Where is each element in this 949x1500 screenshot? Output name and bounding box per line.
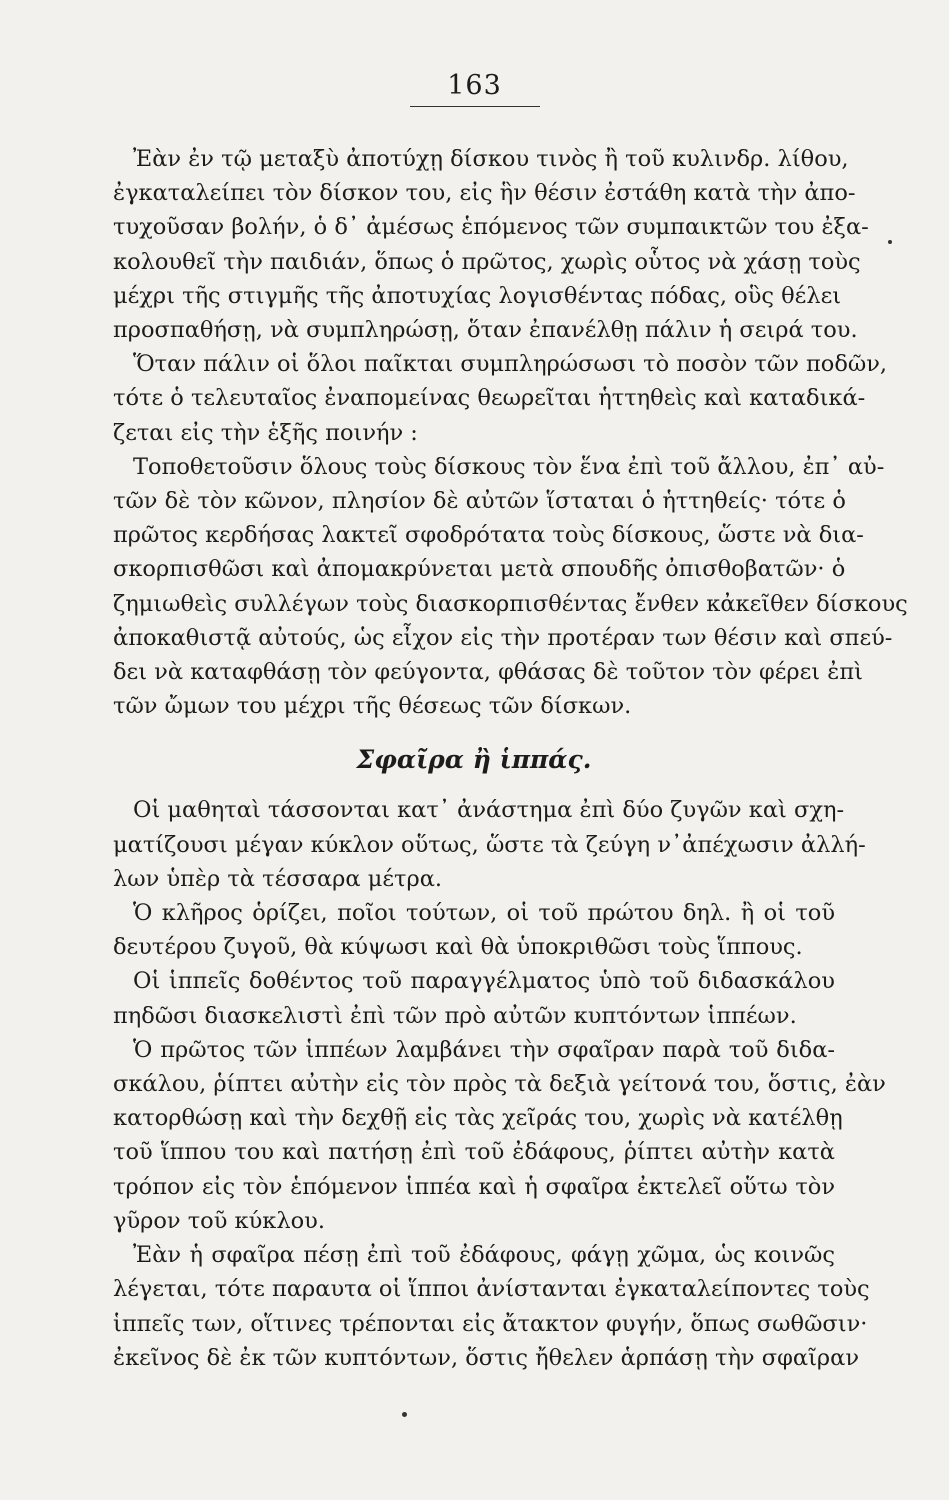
text-line: κολουθεῖ τὴν παιδιάν, ὅπως ὁ πρῶτος, χωρὶς οὗτος νὰ χάσῃ τοὺς — [113, 248, 861, 275]
text-line: ἱππεῖς των, οἵτινες τρέπονται εἰς ἄτακτον φυγήν, ὅπως σωθῶσιν· — [113, 1310, 868, 1337]
header-rule — [410, 106, 540, 107]
text-line: πρῶτος κερδήσας λακτεῖ σφοδρότατα τοὺς δίσκους, ὥστε νὰ δια- — [113, 522, 864, 549]
text-line: τοῦ ἵππου του καὶ πατήσῃ ἐπὶ τοῦ ἐδάφους, ῥίπτει αὐτὴν κατὰ — [113, 1139, 835, 1166]
text-line: προσπαθήσῃ, νὰ συμπληρώσῃ, ὅταν ἐπανέλθῃ πάλιν ἡ σειρά του. — [113, 317, 858, 344]
text-line: λων ὑπὲρ τὰ τέσσαρα μέτρα. — [113, 865, 443, 892]
text-line: τῶν ὤμων του μέχρι τῆς θέσεως τῶν δίσκων. — [113, 693, 632, 720]
paragraph-4 — [113, 793, 866, 896]
text-line: λέγεται, τότε παραυτα οἱ ἵπποι ἀνίστανται ἐγκαταλείποντες τοὺς — [113, 1276, 870, 1303]
paragraph-3 — [113, 450, 908, 724]
text-line: τότε ὁ τελευταῖος ἐναπομείνας θεωρεῖται ἡττηθεὶς καὶ καταδικά- — [113, 385, 866, 412]
text-line: Ἐὰν ἡ σφαῖρα πέσῃ ἐπὶ τοῦ ἐδάφους, φάγῃ χῶμα, ὡς κοινῶς — [133, 1242, 835, 1269]
text-line: ἐκεῖνος δὲ ἐκ τῶν κυπτόντων, ὅστις ἤθελεν ἁρπάσῃ τὴν σφαῖραν — [113, 1344, 859, 1371]
text-line: δει νὰ καταφθάσῃ τὸν φεύγοντα, φθάσας δὲ τοῦτον τὸν φέρει ἐπὶ — [113, 659, 863, 686]
text-line: ζεται εἰς τὴν ἑξῆς ποινήν : — [113, 419, 418, 446]
section-heading: Σφαῖρα ἢ ἱππάς. — [356, 745, 592, 775]
text-line: τῶν δὲ τὸν κῶνον, πλησίον δὲ αὐτῶν ἵσταται ὁ ἡττηθείς· τότε ὁ — [113, 488, 846, 515]
page-number: 163 — [447, 70, 502, 101]
text-line: Ἐὰν ἐν τῷ μεταξὺ ἀποτύχῃ δίσκου τινὸς ἢ τοῦ κυλινδρ. λίθου, — [133, 146, 849, 172]
paragraph-6 — [113, 964, 835, 1032]
text-line: μέχρι τῆς στιγμῆς τῆς ἀποτυχίας λογισθέντας πόδας, οὓς θέλει — [113, 282, 842, 309]
ink-speck — [888, 240, 892, 244]
text-line: Τοποθετοῦσιν ὅλους τοὺς δίσκους τὸν ἕνα ἐπὶ τοῦ ἄλλου, ἐπ᾽ αὐ- — [133, 453, 885, 480]
text-line: ζημιωθεὶς συλλέγων τοὺς διασκορπισθέντας ἔνθεν κἀκεῖθεν δίσκους — [113, 590, 908, 617]
text-line: Ὅταν πάλιν οἱ ὅλοι παῖκται συμπληρώσωσι τὸ ποσὸν τῶν ποδῶν, — [133, 351, 888, 378]
text-line: ἀποκαθιστᾷ αὐτούς, ὡς εἶχον εἰς τὴν προτέραν των θέσιν καὶ σπεύ- — [113, 624, 893, 651]
paragraph-5 — [113, 896, 835, 964]
text-line: κατορθώσῃ καὶ τὴν δεχθῇ εἰς τὰς χεῖράς του, χωρὶς νὰ κατέλθῃ — [113, 1105, 843, 1132]
paragraph-1 — [113, 142, 869, 347]
text-line: γῦρον τοῦ κύκλου. — [113, 1207, 325, 1234]
paragraph-8 — [113, 1238, 870, 1375]
page-body — [113, 142, 908, 1375]
text-line: σκάλου, ῥίπτει αὐτὴν εἰς τὸν πρὸς τὰ δεξιὰ γείτονά του, ὅστις, ἐὰν — [113, 1071, 886, 1098]
text-line: Οἱ ἱππεῖς δοθέντος τοῦ παραγγέλματος ὑπὸ τοῦ διδασκάλου — [133, 968, 835, 995]
ink-speck — [402, 1412, 407, 1417]
paragraph-2 — [113, 347, 888, 450]
text-line: τυχοῦσαν βολήν, ὁ δ᾽ ἀμέσως ἑπόμενος τῶν συμπαικτῶν του ἐξα- — [113, 214, 869, 241]
text-line: σκορπισθῶσι καὶ ἀπομακρύνεται μετὰ σπουδῆς ὀπισθοβατῶν· ὁ — [113, 556, 846, 583]
text-line: πηδῶσι διασκελιστὶ ἐπὶ τῶν πρὸ αὐτῶν κυπτόντων ἱππέων. — [113, 1002, 797, 1029]
paragraph-7 — [113, 1033, 886, 1238]
text-line: τρόπον εἰς τὸν ἑπόμενον ἱππέα καὶ ἡ σφαῖρα ἐκτελεῖ οὕτω τὸν — [113, 1173, 835, 1200]
text-line: ἐγκαταλείπει τὸν δίσκον του, εἰς ἣν θέσιν ἐστάθη κατὰ τὴν ἀπο- — [113, 180, 856, 207]
text-line: δευτέρου ζυγοῦ, θὰ κύψωσι καὶ θὰ ὑποκριθῶσι τοὺς ἵππους. — [113, 934, 803, 961]
text-line: Οἱ μαθηταὶ τάσσονται κατ᾽ ἀνάστημα ἐπὶ δύο ζυγῶν καὶ σχη- — [133, 797, 845, 824]
text-line: Ὁ πρῶτος τῶν ἱππέων λαμβάνει τὴν σφαῖραν παρὰ τοῦ διδα- — [133, 1036, 835, 1063]
text-line: Ὁ κλῆρος ὁρίζει, ποῖοι τούτων, οἱ τοῦ πρώτου δηλ. ἢ οἱ τοῦ — [133, 900, 835, 927]
text-line: ματίζουσι μέγαν κύκλον οὕτως, ὥστε τὰ ζεύγη ν᾽ἀπέχωσιν ἀλλή- — [113, 831, 866, 858]
